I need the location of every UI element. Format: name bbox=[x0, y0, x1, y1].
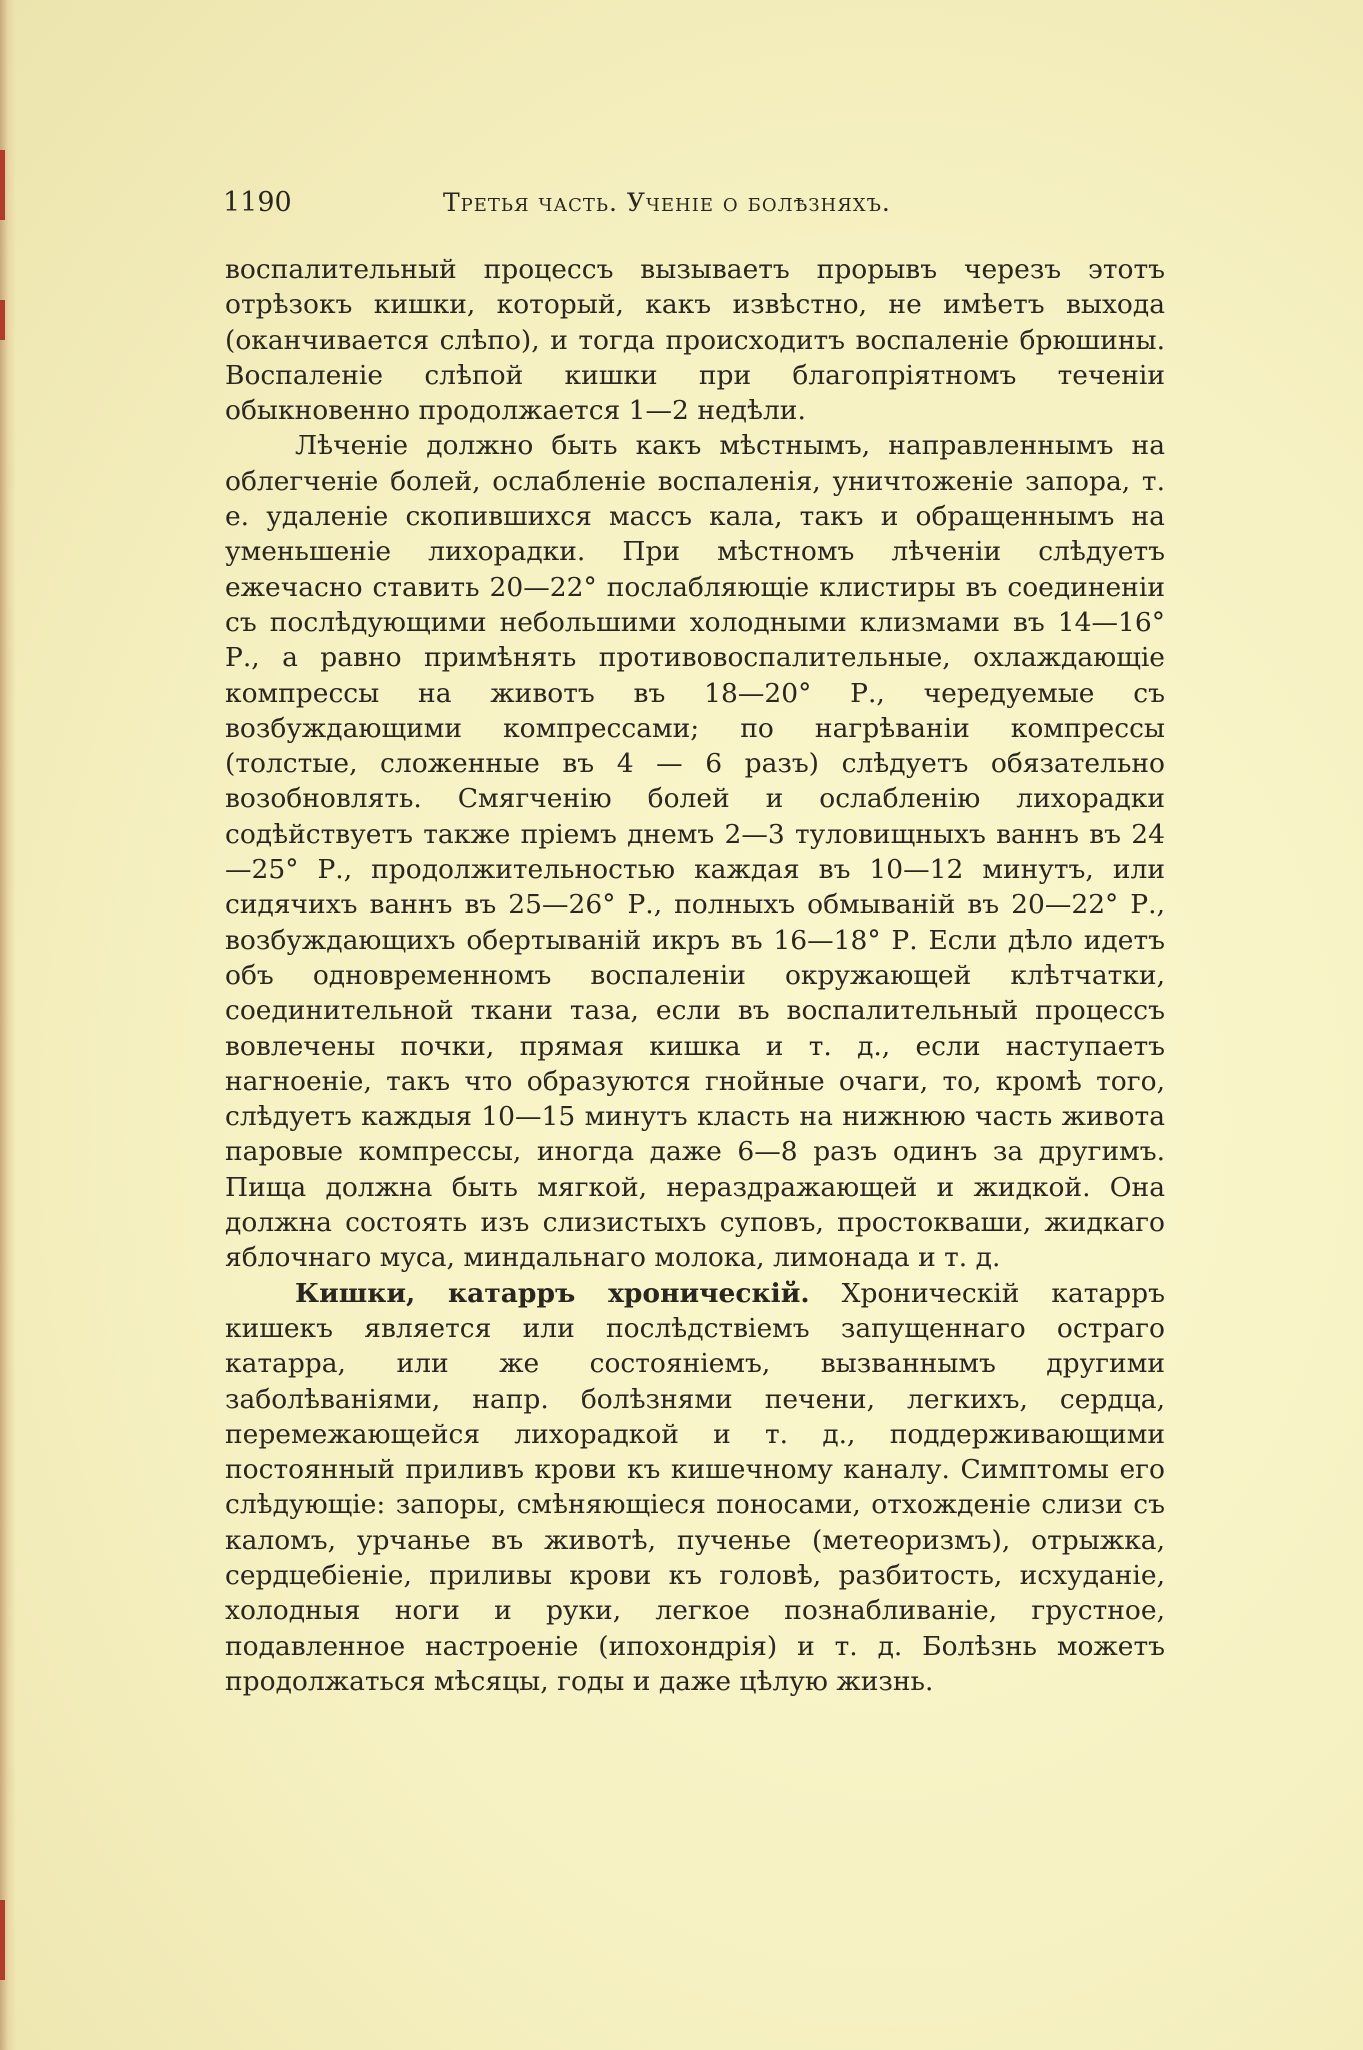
entry-heading: Кишки, катарръ хроническій. bbox=[295, 1277, 810, 1309]
paragraph bbox=[225, 252, 1165, 428]
edge-mark bbox=[0, 300, 5, 340]
running-title: Третья часть. Ученіе о болѣзняхъ. bbox=[443, 188, 891, 217]
paragraph bbox=[225, 1276, 1165, 1700]
paragraph-text: Хроническій катарръ кишекъ является или послѣдствіемъ запущеннаго остраго катарра, или же состояніемъ, вызваннымъ другими заболѣваніями, напр. болѣзнями печени, легкихъ, сердца, перемежающейся лихорадкой и т. д., поддерживающими постоянный приливъ крови къ кишечному каналу. Симптомы его слѣдующіе: запоры, смѣняющіеся поносами, отхожденіе слизи съ каломъ, урчанье въ животѣ, пученье (метеоризмъ), отрыжка, сердцебіеніе, приливы крови къ головѣ, разбитость, исхуданіе, холодныя ноги и руки, легкое познабливаніе, грустное, подавленное настроеніе (ипохондрія) и т. д. Болѣзнь можетъ продолжаться мѣсяцы, годы и даже цѣлую жизнь. bbox=[225, 1277, 1165, 1697]
page-number: 1190 bbox=[223, 187, 292, 218]
edge-mark bbox=[0, 1900, 5, 1980]
edge-mark bbox=[0, 150, 5, 220]
paragraph bbox=[225, 428, 1165, 1275]
body-text bbox=[225, 252, 1165, 1699]
paragraph-text: Лѣченіе должно быть какъ мѣстнымъ, направленнымъ на облегченіе болей, ослабленіе воспаленія, уничтоженіе запора, т. е. удаленіе скопившихся массъ кала, такъ и обращеннымъ на уменьшеніе лихорадки. При мѣстномъ лѣченіи слѣдуетъ ежечасно ставить 20—22° послабляющіе клистиры въ соединеніи съ послѣдующими небольшими холодными клизмами въ 14—16° Р., а равно примѣнять противовоспалительные, охлаждающіе компрессы на животъ въ 18—20° Р., чередуемые съ возбуждающими компрессами; по нагрѣваніи компрессы (толстые, сложенные въ 4 — 6 разъ) слѣдуетъ обязательно возобновлять. Смягченію болей и ослабленію лихорадки содѣйствуетъ также пріемъ днемъ 2—3 туловищныхъ ваннъ въ 24—25° Р., продолжительностью каждая въ 10—12 минутъ, или сидячихъ ваннъ въ 25—26° Р., полныхъ обмываній въ 20—22° Р., возбуждающихъ обертываній икръ въ 16—18° Р. Если дѣло идетъ объ одновременномъ воспаленіи окружающей клѣтчатки, соединительной ткани таза, если въ воспалительный процессъ вовлечены почки, прямая кишка и т. д., если наступаетъ нагноеніе, такъ что образуются гнойные очаги, то, кромѣ того, слѣдуетъ каждыя 10—15 минутъ класть на нижнюю часть живота паровые компрессы, иногда даже 6—8 разъ одинъ за другимъ. Пища должна быть мягкой, нераздражающей и жидкой. Она должна состоять изъ слизистыхъ суповъ, простокваши, жидкаго яблочнаго муса, миндальнаго молока, лимонада и т. д. bbox=[225, 430, 1165, 1274]
paragraph-text: воспалительный процессъ вызываетъ прорывъ черезъ этотъ отрѣзокъ кишки, который, какъ извѣстно, не имѣетъ выхода (оканчивается слѣпо), и тогда происходитъ воспаленіе брюшины. Воспаленіе слѣпой кишки при благопріятномъ теченіи обыкновенно продолжается 1—2 недѣли. bbox=[225, 254, 1165, 427]
page-header bbox=[223, 188, 1143, 218]
